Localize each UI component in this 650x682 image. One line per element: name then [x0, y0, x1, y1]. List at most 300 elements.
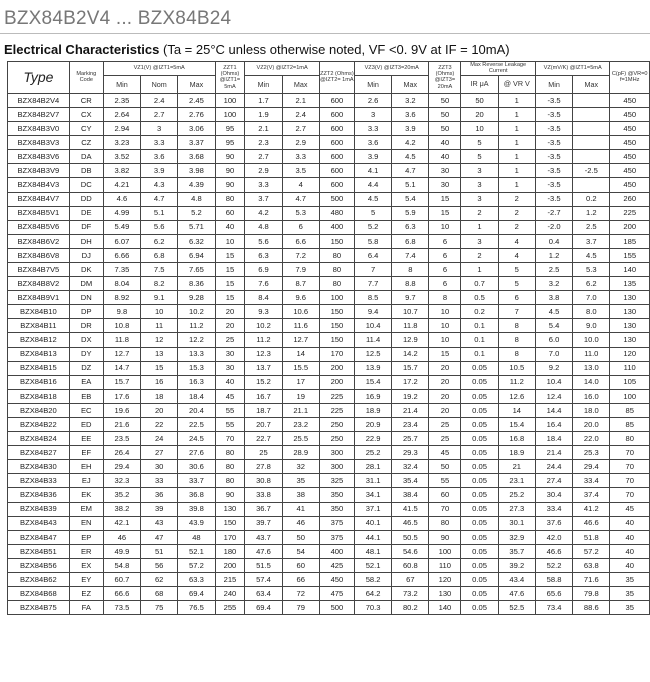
cell-vz1-max: 15.3: [178, 361, 215, 375]
cell-tc-max: 25.3: [573, 446, 610, 460]
cell-ir: 0.2: [461, 305, 498, 319]
cell-zzt1: 95: [215, 136, 245, 150]
cell-vz2-min: 3.7: [245, 192, 282, 206]
cell-vz3-max: 3.9: [392, 122, 429, 136]
cell-marking: EH: [69, 460, 103, 474]
cell-zzt3: 50: [429, 122, 461, 136]
cell-vz3-min: 3.9: [354, 150, 391, 164]
cell-vz2-min: 1.9: [245, 107, 282, 121]
cell-capacitance: 40: [610, 530, 650, 544]
cell-vr: 32.9: [498, 530, 535, 544]
cell-capacitance: 105: [610, 375, 650, 389]
cell-marking: DR: [69, 319, 103, 333]
cell-vz3-min: 22.9: [354, 432, 391, 446]
cell-vz1-max: 24.5: [178, 432, 215, 446]
table-body: [8, 93, 650, 614]
cell-marking: EE: [69, 432, 103, 446]
table-row: [8, 262, 650, 276]
heading-bold: Electrical Characteristics: [4, 42, 160, 57]
cell-zzt3: 70: [429, 502, 461, 516]
electrical-characteristics-table: [7, 61, 650, 615]
cell-type: BZX84B43: [8, 516, 70, 530]
cell-vz2-max: 50: [282, 530, 319, 544]
cell-zzt3: 40: [429, 136, 461, 150]
cell-zzt3: 90: [429, 530, 461, 544]
cell-type: BZX84B33: [8, 474, 70, 488]
cell-zzt2: 400: [319, 220, 354, 234]
cell-capacitance: 40: [610, 516, 650, 530]
table-row: [8, 93, 650, 107]
cell-marking: CY: [69, 122, 103, 136]
cell-zzt2: 600: [319, 107, 354, 121]
cell-vz3-max: 80.2: [392, 601, 429, 615]
cell-marking: EY: [69, 573, 103, 587]
cell-marking: EP: [69, 530, 103, 544]
cell-capacitance: 185: [610, 234, 650, 248]
cell-type: BZX84B47: [8, 530, 70, 544]
cell-tc-max: [573, 178, 610, 192]
cell-vz1-min: 6.66: [103, 248, 140, 262]
cell-vz1-max: 3.37: [178, 136, 215, 150]
cell-vz3-max: 4.5: [392, 150, 429, 164]
cell-tc-max: [573, 122, 610, 136]
cell-tc-min: 58.8: [535, 573, 572, 587]
table-row: [8, 502, 650, 516]
cell-vz1-nom: 7.5: [141, 262, 178, 276]
table-row: [8, 107, 650, 121]
cell-tc-min: 10.4: [535, 375, 572, 389]
cell-capacitance: 450: [610, 93, 650, 107]
cell-tc-min: 37.6: [535, 516, 572, 530]
cell-vz1-min: 12.7: [103, 347, 140, 361]
cell-zzt1: 90: [215, 488, 245, 502]
cell-vz1-max: 52.1: [178, 544, 215, 558]
cell-vz1-max: 76.5: [178, 601, 215, 615]
cell-capacitance: 80: [610, 432, 650, 446]
cell-vr: 35.7: [498, 544, 535, 558]
cell-vz1-min: 15.7: [103, 375, 140, 389]
cell-vz1-max: 3.98: [178, 164, 215, 178]
cell-zzt2: 350: [319, 502, 354, 516]
cell-type: BZX84B8V2: [8, 277, 70, 291]
cell-vz3-min: 64.2: [354, 587, 391, 601]
cell-vz3-max: 38.4: [392, 488, 429, 502]
cell-capacitance: 45: [610, 502, 650, 516]
cell-vz1-nom: 12: [141, 333, 178, 347]
cell-marking: DB: [69, 164, 103, 178]
title-divider: [0, 33, 650, 34]
cell-vz3-max: 8: [392, 262, 429, 276]
cell-marking: DE: [69, 206, 103, 220]
cell-vz1-nom: 6.2: [141, 234, 178, 248]
cell-vz3-max: 19.2: [392, 389, 429, 403]
cell-zzt2: 325: [319, 474, 354, 488]
table-row: [8, 446, 650, 460]
cell-tc-min: 52.2: [535, 558, 572, 572]
cell-zzt1: 15: [215, 248, 245, 262]
cell-tc-max: 3.7: [573, 234, 610, 248]
cell-tc-max: 1.2: [573, 206, 610, 220]
cell-vz2-max: 4: [282, 178, 319, 192]
cell-vz1-nom: 20: [141, 403, 178, 417]
cell-vz3-min: 28.1: [354, 460, 391, 474]
cell-zzt3: 6: [429, 234, 461, 248]
cell-vz2-max: 46: [282, 516, 319, 530]
cell-vz2-max: 14: [282, 347, 319, 361]
cell-vz2-min: 30.8: [245, 474, 282, 488]
cell-tc-min: 12.4: [535, 389, 572, 403]
cell-zzt1: 95: [215, 122, 245, 136]
cell-capacitance: 35: [610, 601, 650, 615]
cell-vz1-max: 11.2: [178, 319, 215, 333]
cell-zzt2: 480: [319, 206, 354, 220]
cell-type: BZX84B16: [8, 375, 70, 389]
cell-capacitance: 40: [610, 558, 650, 572]
cell-zzt2: 300: [319, 460, 354, 474]
cell-vr: 1: [498, 164, 535, 178]
cell-tc-max: 51.8: [573, 530, 610, 544]
cell-type: BZX84B5V6: [8, 220, 70, 234]
cell-tc-max: [573, 107, 610, 121]
cell-vz3-min: 25.2: [354, 446, 391, 460]
cell-tc-max: 2.5: [573, 220, 610, 234]
cell-type: BZX84B62: [8, 573, 70, 587]
cell-zzt1: 45: [215, 389, 245, 403]
cell-vz1-nom: 15: [141, 361, 178, 375]
cell-vz1-max: 63.3: [178, 573, 215, 587]
cell-vz2-max: 11.6: [282, 319, 319, 333]
cell-vz2-max: 79: [282, 601, 319, 615]
cell-zzt1: 55: [215, 403, 245, 417]
cell-ir: 1: [461, 262, 498, 276]
subheader-vr: [498, 75, 535, 93]
cell-type: BZX84B15: [8, 361, 70, 375]
cell-vz2-min: 63.4: [245, 587, 282, 601]
cell-vr: 11.2: [498, 375, 535, 389]
cell-vz3-max: 41.5: [392, 502, 429, 516]
cell-tc-min: 24.4: [535, 460, 572, 474]
cell-vz1-max: 18.4: [178, 389, 215, 403]
cell-tc-min: -3.5: [535, 136, 572, 150]
cell-vz1-max: 43.9: [178, 516, 215, 530]
table-row: [8, 206, 650, 220]
cell-vr: 1: [498, 136, 535, 150]
cell-zzt3: 20: [429, 389, 461, 403]
cell-vz2-max: 4.7: [282, 192, 319, 206]
cell-vz3-max: 11.8: [392, 319, 429, 333]
cell-zzt3: 50: [429, 107, 461, 121]
cell-vz1-max: 20.4: [178, 403, 215, 417]
cell-vz1-nom: 13: [141, 347, 178, 361]
cell-marking: EC: [69, 403, 103, 417]
cell-zzt3: 10: [429, 333, 461, 347]
cell-type: BZX84B20: [8, 403, 70, 417]
table-row: [8, 432, 650, 446]
cell-zzt3: 50: [429, 93, 461, 107]
cell-zzt2: 200: [319, 361, 354, 375]
cell-vr: 2: [498, 206, 535, 220]
cell-zzt2: 500: [319, 192, 354, 206]
cell-vz2-max: 72: [282, 587, 319, 601]
cell-vr: 7: [498, 305, 535, 319]
cell-zzt3: 30: [429, 178, 461, 192]
cell-ir: 20: [461, 107, 498, 121]
cell-zzt1: 15: [215, 262, 245, 276]
cell-marking: FA: [69, 601, 103, 615]
cell-capacitance: 260: [610, 192, 650, 206]
cell-zzt1: 40: [215, 220, 245, 234]
cell-zzt2: 225: [319, 389, 354, 403]
cell-capacitance: 35: [610, 573, 650, 587]
cell-ir: 0.5: [461, 291, 498, 305]
cell-tc-min: 18.4: [535, 432, 572, 446]
cell-ir: 0.05: [461, 389, 498, 403]
cell-vz1-max: 27.6: [178, 446, 215, 460]
cell-zzt2: 250: [319, 432, 354, 446]
cell-vz2-min: 6.9: [245, 262, 282, 276]
header-zzt3: ZZT3 (Ohms) @IZT3= 20mA: [429, 62, 461, 94]
cell-type: BZX84B30: [8, 460, 70, 474]
cell-zzt2: 80: [319, 248, 354, 262]
cell-zzt3: 6: [429, 277, 461, 291]
cell-capacitance: 135: [610, 277, 650, 291]
cell-vz3-max: 4.2: [392, 136, 429, 150]
cell-vr: 43.4: [498, 573, 535, 587]
cell-vr: 47.6: [498, 587, 535, 601]
cell-type: BZX84B56: [8, 558, 70, 572]
cell-type: BZX84B3V6: [8, 150, 70, 164]
cell-tc-min: 3.2: [535, 277, 572, 291]
cell-vz1-min: 3.23: [103, 136, 140, 150]
cell-ir: 0.05: [461, 474, 498, 488]
cell-vz2-max: 6.6: [282, 234, 319, 248]
subheader-max: Max: [282, 75, 319, 93]
cell-vz3-min: 3.3: [354, 122, 391, 136]
cell-zzt2: 200: [319, 375, 354, 389]
cell-tc-max: 71.6: [573, 573, 610, 587]
cell-vr: 1: [498, 178, 535, 192]
cell-vz3-min: 70.3: [354, 601, 391, 615]
cell-vz3-min: 7: [354, 262, 391, 276]
cell-zzt1: 15: [215, 291, 245, 305]
cell-tc-min: 27.4: [535, 474, 572, 488]
cell-tc-max: 63.8: [573, 558, 610, 572]
cell-vz3-max: 73.2: [392, 587, 429, 601]
cell-vz1-max: 6.94: [178, 248, 215, 262]
cell-vz1-nom: 5.6: [141, 220, 178, 234]
cell-tc-max: 79.8: [573, 587, 610, 601]
cell-zzt2: 150: [319, 319, 354, 333]
cell-zzt1: 90: [215, 164, 245, 178]
cell-vz1-nom: 56: [141, 558, 178, 572]
cell-zzt1: 180: [215, 544, 245, 558]
cell-vz2-min: 2.9: [245, 164, 282, 178]
cell-zzt3: 40: [429, 150, 461, 164]
table-row: [8, 488, 650, 502]
cell-ir: 3: [461, 192, 498, 206]
cell-vz2-max: 35: [282, 474, 319, 488]
cell-capacitance: 450: [610, 136, 650, 150]
cell-zzt3: 20: [429, 403, 461, 417]
cell-vz1-nom: 68: [141, 587, 178, 601]
subheader-max: Max: [573, 75, 610, 93]
cell-vz2-min: 57.4: [245, 573, 282, 587]
cell-vz3-max: 21.4: [392, 403, 429, 417]
cell-ir: 50: [461, 93, 498, 107]
cell-ir: 0.1: [461, 319, 498, 333]
cell-ir: 1: [461, 220, 498, 234]
cell-vz1-min: 2.94: [103, 122, 140, 136]
cell-zzt3: 6: [429, 262, 461, 276]
cell-tc-max: 29.4: [573, 460, 610, 474]
cell-vz3-min: 58.2: [354, 573, 391, 587]
table-row: [8, 347, 650, 361]
cell-vz1-nom: 24: [141, 432, 178, 446]
cell-zzt2: 450: [319, 573, 354, 587]
cell-vz1-min: 26.4: [103, 446, 140, 460]
cell-ir: 0.05: [461, 558, 498, 572]
cell-vr: 1: [498, 150, 535, 164]
cell-vz1-min: 5.49: [103, 220, 140, 234]
cell-vr: 4: [498, 248, 535, 262]
cell-vz1-max: 22.5: [178, 418, 215, 432]
cell-vz3-min: 52.1: [354, 558, 391, 572]
cell-vz1-min: 3.52: [103, 150, 140, 164]
cell-vz2-max: 15.5: [282, 361, 319, 375]
cell-vz3-max: 3.6: [392, 107, 429, 121]
cell-ir: 0.7: [461, 277, 498, 291]
cell-type: BZX84B4V7: [8, 192, 70, 206]
cell-type: BZX84B12: [8, 333, 70, 347]
cell-vz3-min: 6.4: [354, 248, 391, 262]
cell-ir: 5: [461, 150, 498, 164]
subheader-min: Min: [535, 75, 572, 93]
cell-tc-max: -2.5: [573, 164, 610, 178]
cell-tc-max: 4.5: [573, 248, 610, 262]
cell-vz3-max: 32.4: [392, 460, 429, 474]
cell-tc-max: 18.0: [573, 403, 610, 417]
cell-zzt1: 80: [215, 460, 245, 474]
cell-vz1-nom: 2.7: [141, 107, 178, 121]
cell-zzt3: 6: [429, 248, 461, 262]
cell-tc-max: 14.0: [573, 375, 610, 389]
cell-vz3-max: 35.4: [392, 474, 429, 488]
cell-capacitance: 70: [610, 474, 650, 488]
cell-zzt2: 100: [319, 291, 354, 305]
cell-zzt3: 15: [429, 347, 461, 361]
cell-vz1-min: 49.9: [103, 544, 140, 558]
cell-zzt1: 255: [215, 601, 245, 615]
header-marking: Marking Code: [69, 62, 103, 94]
cell-type: BZX84B68: [8, 587, 70, 601]
cell-vz3-max: 60.8: [392, 558, 429, 572]
cell-zzt3: 10: [429, 319, 461, 333]
cell-zzt1: 10: [215, 234, 245, 248]
cell-tc-min: -3.5: [535, 107, 572, 121]
cell-vz1-max: 4.8: [178, 192, 215, 206]
cell-tc-min: -3.5: [535, 150, 572, 164]
cell-zzt1: 130: [215, 502, 245, 516]
table-row: [8, 150, 650, 164]
cell-vz1-max: 8.36: [178, 277, 215, 291]
cell-vz1-max: 13.3: [178, 347, 215, 361]
header-type: Type: [8, 62, 70, 94]
cell-type: BZX84B36: [8, 488, 70, 502]
cell-type: BZX84B27: [8, 446, 70, 460]
cell-vz2-max: 23.2: [282, 418, 319, 432]
cell-vz2-max: 66: [282, 573, 319, 587]
cell-vz2-min: 51.5: [245, 558, 282, 572]
cell-tc-max: 13.0: [573, 361, 610, 375]
cell-vr: 52.5: [498, 601, 535, 615]
cell-zzt1: 200: [215, 558, 245, 572]
cell-capacitance: 70: [610, 488, 650, 502]
subheader-nom: Nom: [141, 75, 178, 93]
cell-zzt2: 600: [319, 178, 354, 192]
table-row: [8, 460, 650, 474]
cell-marking: CZ: [69, 136, 103, 150]
cell-vz2-min: 16.7: [245, 389, 282, 403]
cell-ir: 0.05: [461, 601, 498, 615]
cell-vz1-nom: 51: [141, 544, 178, 558]
cell-vz3-max: 25.7: [392, 432, 429, 446]
cell-tc-max: 11.0: [573, 347, 610, 361]
cell-vz2-min: 9.3: [245, 305, 282, 319]
cell-tc-min: 0.4: [535, 234, 572, 248]
cell-vz1-min: 54.8: [103, 558, 140, 572]
cell-vr: 8: [498, 333, 535, 347]
cell-vz1-nom: 11: [141, 319, 178, 333]
cell-vz2-min: 36.7: [245, 502, 282, 516]
cell-capacitance: 130: [610, 291, 650, 305]
cell-vr: 23.1: [498, 474, 535, 488]
cell-vr: 16.8: [498, 432, 535, 446]
cell-zzt3: 110: [429, 558, 461, 572]
cell-vz3-max: 67: [392, 573, 429, 587]
cell-zzt3: 140: [429, 601, 461, 615]
cell-ir: 0.05: [461, 403, 498, 417]
cell-vz1-nom: 10: [141, 305, 178, 319]
cell-vz1-min: 21.6: [103, 418, 140, 432]
cell-vr: 1: [498, 93, 535, 107]
cell-vz1-nom: 47: [141, 530, 178, 544]
cell-vz1-min: 42.1: [103, 516, 140, 530]
cell-tc-min: 7.0: [535, 347, 572, 361]
cell-vz3-min: 4.1: [354, 164, 391, 178]
subheader-max: Max: [178, 75, 215, 93]
cell-vz1-max: 3.06: [178, 122, 215, 136]
cell-tc-min: 6.0: [535, 333, 572, 347]
cell-vz2-min: 20.7: [245, 418, 282, 432]
cell-ir: 2: [461, 248, 498, 262]
cell-vr: 21: [498, 460, 535, 474]
cell-marking: DY: [69, 347, 103, 361]
cell-ir: 0.05: [461, 488, 498, 502]
cell-tc-min: 3.8: [535, 291, 572, 305]
cell-type: BZX84B75: [8, 601, 70, 615]
cell-zzt3: 130: [429, 587, 461, 601]
cell-capacitance: 120: [610, 347, 650, 361]
cell-marking: DM: [69, 277, 103, 291]
cell-zzt3: 15: [429, 206, 461, 220]
cell-zzt1: 100: [215, 107, 245, 121]
cell-zzt3: 50: [429, 460, 461, 474]
cell-marking: DK: [69, 262, 103, 276]
cell-ir: 3: [461, 234, 498, 248]
cell-zzt3: 80: [429, 516, 461, 530]
cell-vz1-min: 4.21: [103, 178, 140, 192]
cell-vz3-max: 54.6: [392, 544, 429, 558]
